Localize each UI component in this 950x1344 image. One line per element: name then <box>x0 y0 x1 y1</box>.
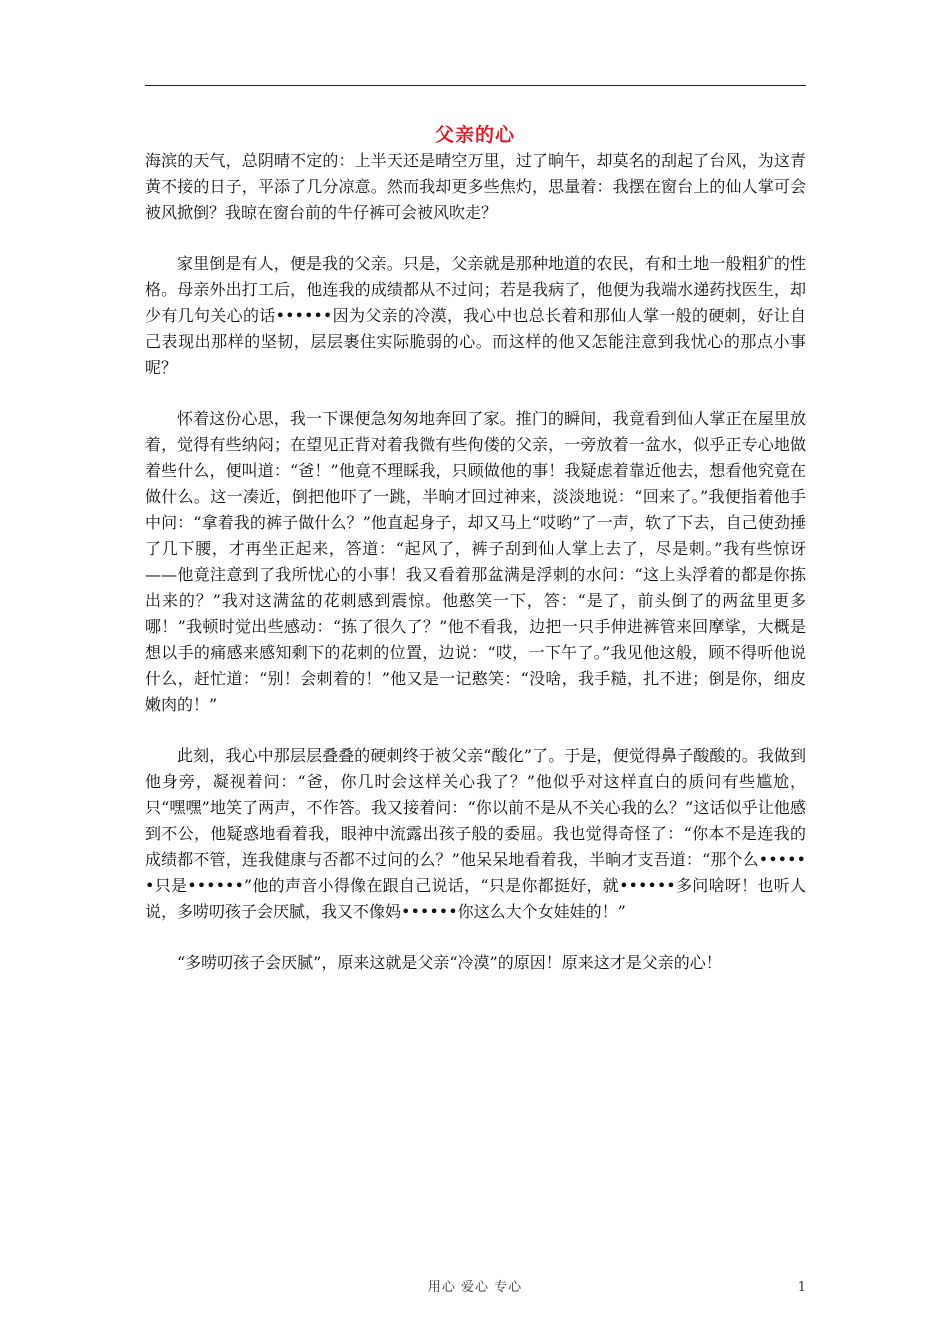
paragraph-2: 家里倒是有人，便是我的父亲。只是，父亲就是那种地道的农民，有和土地一般粗犷的性格。母亲外出打工后，他连我的成绩都从不过问；若是我病了，他便为我端水递药找医生，却少有几句关心的话••••••因为父亲的冷漠，我心中也总长着和那仙人掌一般的硬刺，好让自己表现出那样的坚韧，层层裹住实际脆弱的心。而这样的他又怎能注意到我忧心的那点小事呢？ <box>145 254 806 377</box>
document-body <box>145 148 806 1001</box>
document-title: 父亲的心 <box>434 124 515 146</box>
header-rule <box>145 85 806 86</box>
footer-motto: 用心 爱心 专心 <box>427 1280 523 1295</box>
page-number: 1 <box>797 1280 806 1295</box>
paragraph-3: 怀着这份心思，我一下课便急匆匆地奔回了家。推门的瞬间，我竟看到仙人掌正在屋里放着，觉得有些纳闷；在望见正背对着我微有些佝偻的父亲，一旁放着一盆水，似乎正专心地做着些什么，便叫道：“爸！”他竟不理睬我，只顾做他的事！我疑虑着靠近他去，想看他究竟在做什么。这一凑近，倒把他吓了一跳，半晌才回过神来，淡淡地说：“回来了。”我便指着他手中问：“拿着我的裤子做什么？”他直起身子，却又马上“哎哟”了一声，软了下去，自己使劲捶了几下腰，才再坐正起来，答道：“起风了，裤子刮到仙人掌上去了，尽是刺。”我有些惊讶——他竟注意到了我所忧心的小事！我又看着那盆满是浮刺的水问：“这上头浮着的都是你拣出来的？”我对这满盆的花刺感到震惊。他憨笑一下，答：“是了，前头倒了的两盆里更多哪！”我顿时觉出些感动：“拣了很久了？”他不看我，边把一只手伸进裤管来回摩挲，大概是想以手的痛感来感知剩下的花刺的位置，边说：“哎，一下午了。”我见他这般，顾不得听他说什么，赶忙道：“别！会刺着的！”他又是一记憨笑：“没啥，我手糙，扎不进；倒是你，细皮嫩肉的！” <box>145 409 806 714</box>
paragraph-4: 此刻，我心中那层层叠叠的硬刺终于被父亲“酸化”了。于是，便觉得鼻子酸酸的。我做到他身旁，凝视着问：“爸，你几时会这样关心我了？”他似乎对这样直白的质问有些尴尬，只“嘿嘿”地笑了两声，不作答。我又接着问：“你以前不是从不关心我的么？”这话似乎让他感到不公，他疑惑地看着我，眼神中流露出孩子般的委屈。我也觉得奇怪了：“你本不是连我的成绩都不管，连我健康与否都不过问的么？”他呆呆地看着我，半晌才支吾道：“那个么••••••只是••••••”他的声音小得像在跟自己说话，“只是你都挺好，就••••••多问啥呀！也听人说，多唠叨孩子会厌腻，我又不像妈••••••你这么大个女娃娃的！” <box>145 746 806 921</box>
paragraph-5: “多唠叨孩子会厌腻”，原来这就是父亲“冷漠”的原因！原来这才是父亲的心！ <box>177 953 722 972</box>
paragraph-1: 海滨的天气，总阴晴不定的：上半天还是晴空万里，过了晌午，却莫名的刮起了台风，为这青黄不接的日子，平添了几分凉意。然而我却更多些焦灼，思量着：我摆在窗台上的仙人掌可会被风掀倒？我晾在窗台前的牛仔裤可会被风吹走？ <box>145 151 806 222</box>
